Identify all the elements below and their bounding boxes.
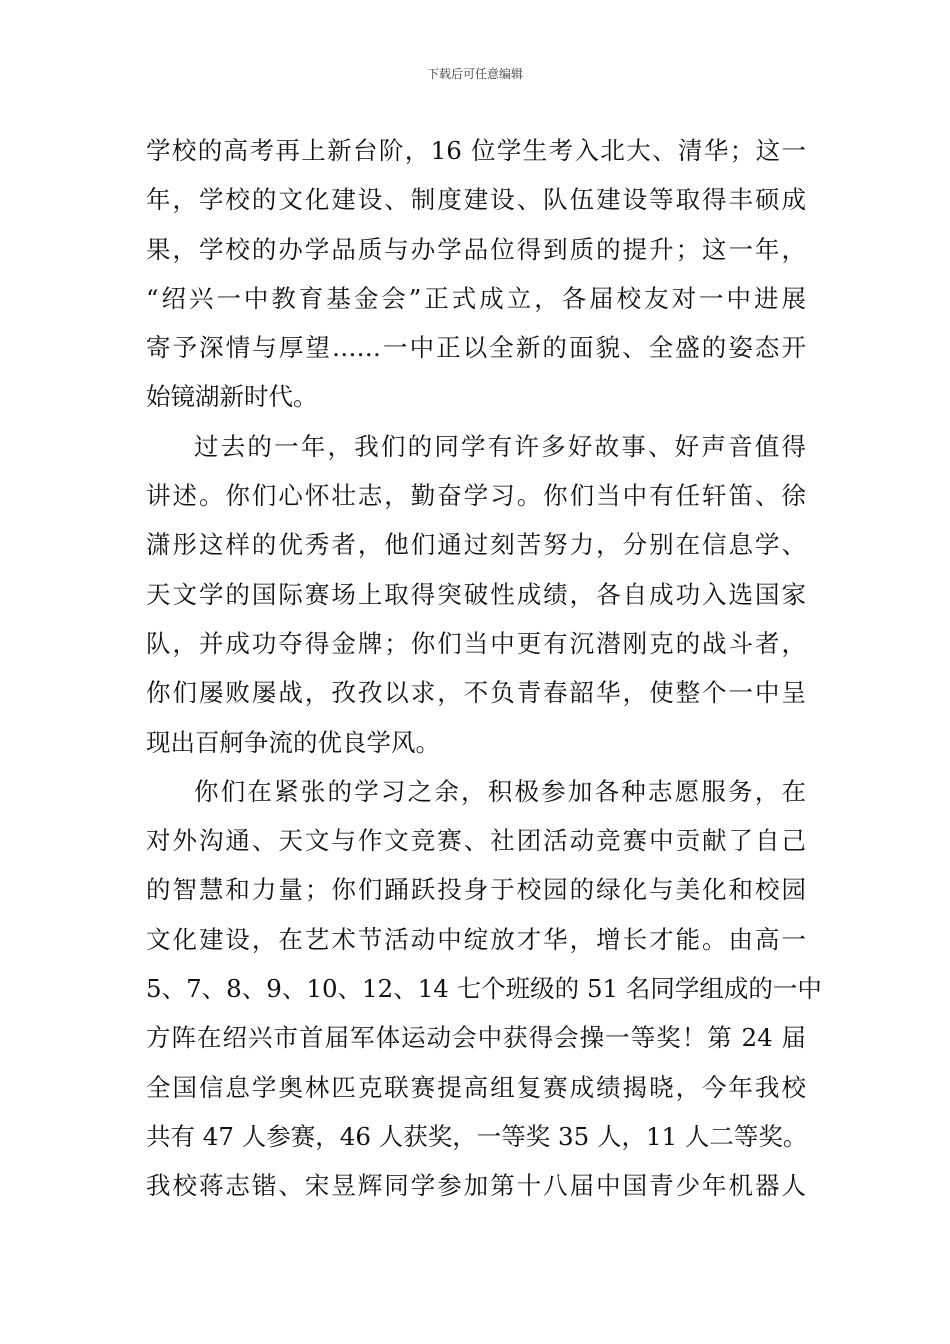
text-line: 过去的一年，我们的同学有许多好故事、好声音值得 [194, 431, 806, 461]
text-line: 你们在紧张的学习之余，积极参加各种志愿服务，在 [194, 776, 806, 806]
page-header: 下载后可任意编辑 [426, 67, 523, 81]
text-line: 我校蒋志锴、宋昱辉同学参加第十八届中国青少年机器人 [146, 1171, 806, 1201]
text-line: 潇彤这样的优秀者，他们通过刻苦努力，分别在信息学、 [146, 530, 806, 560]
text-line: 5、7、8、9、10、12、14 七个班级的 51 名同学组成的一中 [146, 974, 822, 1004]
text-line: 年，学校的文化建设、制度建设、队伍建设等取得丰硕成 [146, 185, 806, 215]
text-line: 讲述。你们心怀壮志，勤奋学习。你们当中有任轩笛、徐 [146, 481, 806, 511]
text-line: “绍兴一中教育基金会”正式成立，各届校友对一中进展 [146, 283, 806, 313]
document-body [146, 126, 822, 1211]
text-line: 果，学校的办学品质与办学品位得到质的提升；这一年， [146, 234, 806, 264]
text-line: 学校的高考再上新台阶，16 位学生考入北大、清华；这一 [146, 136, 806, 165]
text-line: 文化建设，在艺术节活动中绽放才华，增长才能。由高一 [146, 924, 806, 954]
text-line: 对外沟通、天文与作文竞赛、社团活动竞赛中贡献了自己 [146, 826, 806, 856]
text-line: 始镜湖新时代。 [146, 382, 318, 412]
text-line: 队，并成功夺得金牌；你们当中更有沉潜刚克的战斗者， [146, 628, 806, 658]
text-line: 全国信息学奥林匹克联赛提高组复赛成绩揭晓，今年我校 [146, 1072, 806, 1102]
text-line: 方阵在绍兴市首届军体运动会中获得会操一等奖！第 24 届 [146, 1023, 806, 1053]
text-line: 共有 47 人参赛，46 人获奖，一等奖 35 人，11 人二等奖。 [146, 1121, 808, 1151]
text-line: 的智慧和力量；你们踊跃投身于校园的绿化与美化和校园 [146, 875, 806, 905]
text-line: 现出百舸争流的优良学风。 [146, 727, 440, 757]
text-line: 你们屡败屡战，孜孜以求，不负青春韶华，使整个一中呈 [146, 678, 806, 708]
text-line: 寄予深情与厚望……一中正以全新的面貌、全盛的姿态开 [146, 333, 806, 363]
text-line: 天文学的国际赛场上取得突破性成绩，各自成功入选国家 [146, 579, 806, 609]
